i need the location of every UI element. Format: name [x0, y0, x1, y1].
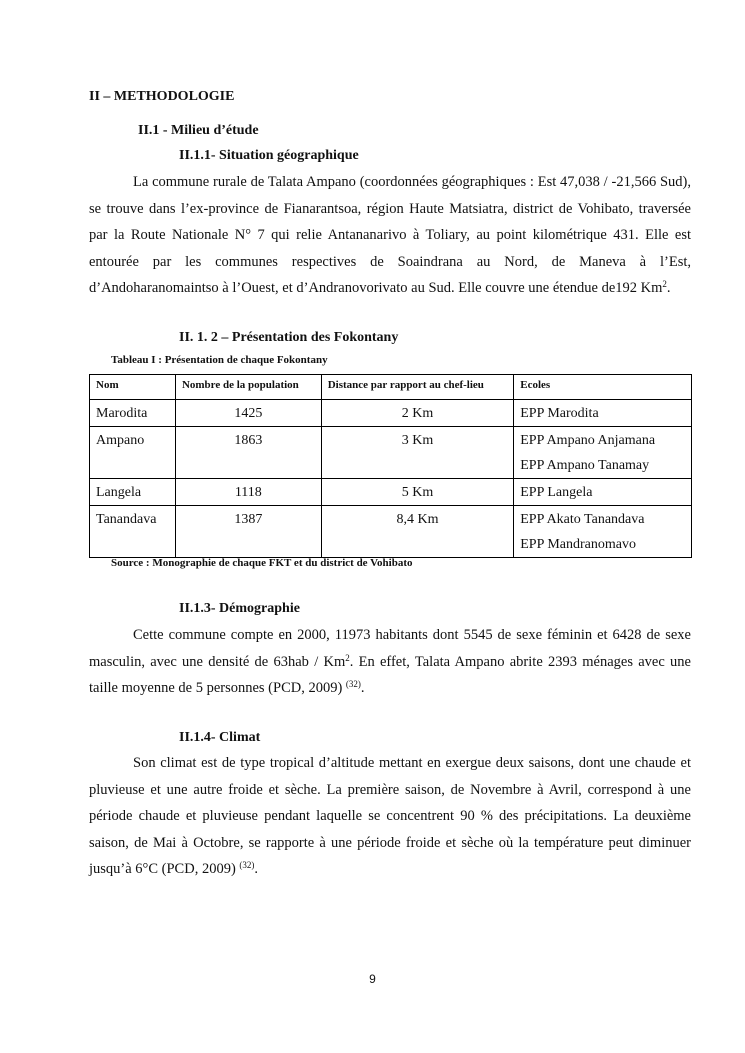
- cell-ecoles: [514, 427, 692, 479]
- climat-end: .: [254, 861, 259, 877]
- demo-paragraph: [89, 622, 691, 702]
- demo-ref: (32): [345, 679, 361, 689]
- ecole-name: EPP Ampano Tanamay: [520, 458, 650, 473]
- cell-ecoles: [514, 479, 692, 506]
- col-header-ecoles: Ecoles: [514, 375, 692, 400]
- climat-text: Son climat est de type tropical d’altitude mettant en exergue deux saisons, dont une chaude et pluvieuse et une autre froide et sèche. La première saison, de Novembre à Avril, correspond à une période chaude et pluvieuse pendant laquelle se concentrent 90 % des précipitations. La deuxième saison, de Mai à Octobre, se rapporte à une période froide et sèche où la température peut diminuer jusqu’à 6°C (PCD, 2009): [89, 755, 691, 877]
- table-caption: Tableau I : Présentation de chaque Fokontany: [111, 354, 328, 366]
- climat-paragraph: [89, 750, 691, 883]
- cell-distance: 3 Km: [321, 427, 514, 479]
- geo-text: La commune rurale de Talata Ampano (coordonnées géographiques : Est 47,038 / -21,566 Sud), se trouve dans l’ex-province de Fianarantsoa, région Haute Matsiatra, district de Vohibato, traversée par la Route Nationale N° 7 qui relie Antananarivo à Toliary, au point kilométrique 431. Elle est entourée par les communes respectives de Soaindrana au Nord, de Maneva à l’Est, d’Andoharanomaintso à l’Ouest, et d’Andranovorivato au Sud. Elle couvre une étendue de192 Km: [89, 174, 691, 296]
- cell-distance: 8,4 Km: [321, 506, 514, 558]
- demo-text-2: . En effet, Talata Ampano abrite 2393 ménages avec une taille moyenne de 5 personnes (PCD, 2009): [89, 653, 691, 696]
- fokontany-table: [89, 374, 692, 558]
- table-row: [90, 400, 692, 427]
- fokontany-heading: II. 1. 2 – Présentation des Fokontany: [179, 330, 399, 345]
- table-source: Source : Monographie de chaque FKT et du district de Vohibato: [111, 557, 413, 569]
- ecole-name: EPP Akato Tanandava: [520, 512, 645, 527]
- climat-ref: (32): [239, 860, 255, 870]
- demo-heading: II.1.3- Démographie: [179, 601, 300, 616]
- cell-distance: 2 Km: [321, 400, 514, 427]
- demo-end: .: [360, 680, 365, 696]
- cell-nom: Langela: [90, 479, 176, 506]
- cell-population: 1863: [175, 427, 321, 479]
- section-title: II – METHODOLOGIE: [89, 89, 235, 104]
- geo-end: .: [666, 280, 671, 296]
- col-header-nom: Nom: [90, 375, 176, 400]
- cell-nom: Tanandava: [90, 506, 176, 558]
- climat-heading: II.1.4- Climat: [179, 730, 261, 745]
- cell-population: 1387: [175, 506, 321, 558]
- cell-nom: Ampano: [90, 427, 176, 479]
- ecole-name: EPP Mandranomavo: [520, 537, 636, 552]
- cell-population: 1425: [175, 400, 321, 427]
- geo-paragraph: [89, 169, 691, 302]
- geo-heading: II.1.1- Situation géographique: [179, 148, 359, 163]
- table-row: [90, 506, 692, 558]
- geo-sup: 2: [662, 279, 667, 289]
- table-row: [90, 479, 692, 506]
- ecole-name: EPP Ampano Anjamana: [520, 433, 656, 448]
- col-header-distance: Distance par rapport au chef-lieu: [321, 375, 514, 400]
- subsection-title: II.1 - Milieu d’étude: [138, 123, 259, 138]
- demo-text-1: Cette commune compte en 2000, 11973 habitants dont 5545 de sexe féminin et 6428 de sexe masculin, avec une densité de 63hab / Km: [89, 627, 691, 670]
- col-header-population: Nombre de la population: [175, 375, 321, 400]
- ecole-name: EPP Marodita: [520, 406, 599, 421]
- ecole-name: EPP Langela: [520, 485, 593, 500]
- table-row: [90, 427, 692, 479]
- cell-population: 1118: [175, 479, 321, 506]
- demo-sup: 2: [345, 652, 350, 663]
- cell-distance: 5 Km: [321, 479, 514, 506]
- table-header-row: [90, 375, 692, 400]
- cell-ecoles: [514, 506, 692, 558]
- cell-ecoles: [514, 400, 692, 427]
- page-number: 9: [369, 972, 376, 986]
- cell-nom: Marodita: [90, 400, 176, 427]
